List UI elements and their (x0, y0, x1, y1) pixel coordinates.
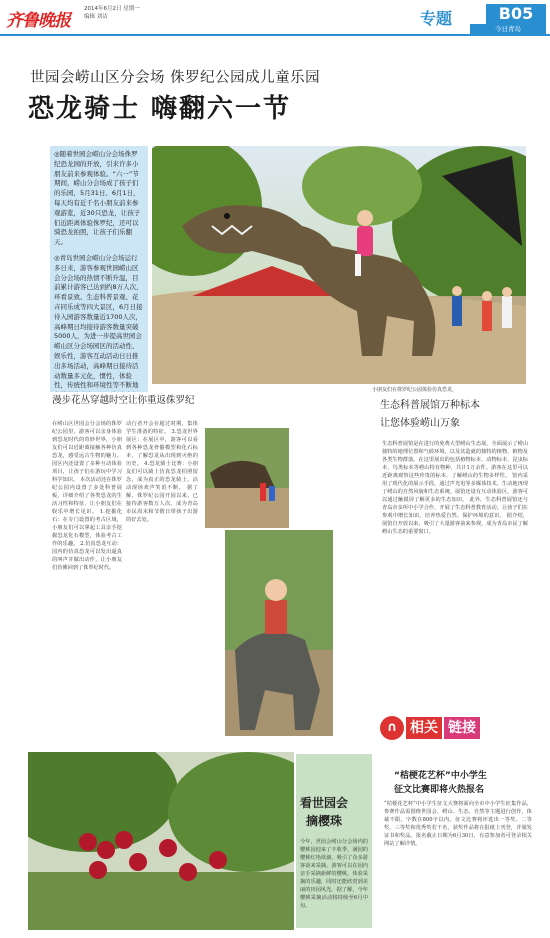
cherry-title-2: 摘樱珠 (306, 814, 343, 828)
related-title-2: 征文比赛即将火热报名 (394, 785, 485, 795)
intro-paragraph-1: ◎随着世园会崂山分会场侏罗纪恐龙园的开放，引来许多小朋友前来参观体验。“六一”节期间，崂山分会场成了孩子们的乐园，5月31日、6月1日，每天均有近千名小朋友前来参观游览，近30只恐龙，让孩子们近距离体验侏罗纪，还可以骑恐龙拍照，让孩子们乐翻天。 (54, 150, 141, 247)
dinosaur-photo (152, 146, 526, 384)
page-header (0, 0, 550, 36)
left-section-col1: 在崂山区世园会分会场的侏罗纪公园里，游客可以亲身体验到恐龙时代的奇妙世界，小朋友们可以近距离接触各种仿真恐龙，感受远古生物的魅力。园区内还设置了多种互动体验项目，让孩子们在游玩中学习科学知识。 本次活动还在侏罗纪公园内设置了多处科普展板，详细介绍了各类恐龙的生活习性和特征，让小朋友们在娱乐中增长见识。 1.挖掘化石：在专门设置的考古区域，小朋友们可以拿起工具亲手挖掘恐龙化石模型，体验考古工作的乐趣。 2.仿真恐龙互动：园内的仿真恐龙可以发出逼真的叫声并做出动作，让小朋友们仿佛回到了侏罗纪时代。 (52, 421, 122, 571)
cherry-body: 今年，世园会崂山分会场内的樱桃园迎来了丰收季，满园的樱桃红艳欲滴，吸引了众多游客前来采摘。游客可以在园内亲手采摘新鲜的樱桃，体验采摘的乐趣，同时还能欣赏到美丽的田园风光。据了解，今年樱桃采摘活动将持续至6月中旬。 (300, 839, 368, 909)
headline-kicker: 世园会崂山区分会场 侏罗纪公园成儿童乐园 (30, 70, 321, 86)
date-line: 2014年6月2日 星期一 (84, 6, 140, 12)
right-section-title-2: 让您体验崂山万象 (380, 418, 460, 429)
left-section-title: 漫步花丛穿越时空让你重返侏罗纪 (52, 395, 195, 406)
header-info (84, 5, 140, 21)
dino-photo-small-1-image (205, 428, 289, 528)
column-label: 今日青岛 (470, 24, 546, 34)
related-title-1: “桔梗花艺杯”中小学生 (394, 771, 487, 781)
editor-line: 编辑 刘洁 (84, 14, 108, 20)
intro-box (50, 146, 148, 392)
related-badge: 相关 (406, 717, 442, 739)
newspaper-logo: 齐鲁晚报 (6, 11, 70, 31)
cherry-photo (28, 752, 294, 930)
related-link-header (378, 714, 538, 742)
related-icon: ∩ (380, 716, 404, 740)
page-number: B05 (486, 4, 546, 24)
cherry-title-1: 看世园会 (300, 796, 349, 810)
photo-caption: 小朋友们在侏罗纪公园体验仿真恐龙。 (372, 387, 458, 393)
intro-paragraph-2: ◎青岛世园会崂山分会场运行多日来，游客参观世园崂山区会分会场的热情不断升温，目前累计游客已达到约8万人次，环看景致、生态科普景观、花卉同乐成等四大景区，6月日接待入园游客数量近1700人次，高峰期日均接待游客数量突破5000人，为进一步提高世园会崂山区分会场园区的活动性、娱乐性，游客互动活动日日推出多场活动，高峰期日接待活动数量多元化，惯性，体验性，传统性和环境性等不断地 (54, 253, 143, 390)
dino-photo-small-1 (205, 428, 289, 528)
right-section-title-1: 生态科普展馆万种标本 (380, 400, 480, 411)
cherry-box (296, 754, 372, 928)
right-section-body: 生态科普展馆是在进行的免费大型崂山生态展，全面展示了崂山独特的地理位置和气候环境，以及其造就的独特的植物、植物及各类生物群落。在这里展出的包括植物标本、动物标本、昆虫标本、鸟类标本等崂山特有物种，共计1万余件。游客在这里可以近距离观察这些珍贵的标本，了解崂山的生物多样性。 馆内采用了现代化的展示手段，通过声光电等多媒体技术，生动地再现了崂山的自然风貌和生态系统。展馆还设有互动体验区，游客可以通过触摸屏了解更多的生态知识。 此外，生态科普展馆还与青岛市多所中小学合作，开展了生态科普教育活动，让孩子们在参观中增长知识，培养热爱自然、保护环境的意识。 据介绍，展馆自开放以来，吸引了大量游客前来参观，成为青岛市民了解崂山生态的重要窗口。 (382, 441, 528, 535)
left-section-col2: 动行者开会在超过时期，集体学生准备的特征。 3.恐龙世界展区：在展区中，游客可以看到各种恐龙骨骼模型和化石标本，了解恐龙从出现到灭绝的历史。 4.恐龙骑士比赛：小朋友们可以骑上仿真恐龙拍照留念，成为真正的恐龙骑士，活动现场欢声笑语不断。 据了解，侏罗纪公园开园以来，已接待游客数万人次，成为青岛市民周末和节假日带孩子出游的好去处。 (126, 421, 198, 523)
dinosaur-photo-image (152, 146, 526, 384)
boy-dino-photo-image (225, 530, 333, 736)
boy-dino-photo (225, 530, 333, 736)
section-label: 专题 (420, 9, 453, 28)
headline-title: 恐龙骑士 嗨翻六一节 (28, 94, 292, 124)
related-body: “桔梗花艺杯”中小学生征文大赛将面向全市中小学生征集作品，参赛作品需围绕世园会、崂山、生态、自然等主题进行创作，体裁不限，字数在800字以内。征文比赛将评选出一等奖、二等奖、三等奖和优秀奖若干名，获奖作品将在报纸上刊登，并颁发证书和奖品。报名截止日期为6月30日，有意参加者可登录相关网站了解详情。 (384, 801, 532, 847)
related-label: 链接 (444, 717, 480, 739)
cherry-photo-image (28, 752, 294, 930)
